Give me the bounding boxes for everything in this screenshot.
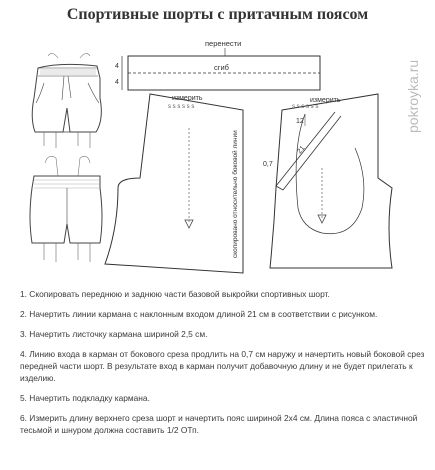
front-s-marks: s s s s s s bbox=[168, 104, 195, 110]
belt-dim-upper: 4 bbox=[115, 63, 119, 70]
step-item: 5. Начертить подкладку кармана. bbox=[20, 393, 150, 403]
back-dim-07: 0,7 bbox=[263, 161, 273, 168]
pattern-figure bbox=[0, 28, 435, 290]
step-item: 3. Начертить листочку кармана шириной 2,5 см. bbox=[20, 329, 208, 339]
belt-transfer-label: перенести bbox=[205, 39, 242, 48]
back-dim-12: 12 bbox=[296, 118, 304, 125]
front-measure-label: измерить bbox=[172, 95, 203, 102]
back-part-pattern bbox=[263, 94, 392, 268]
front-part-pattern bbox=[105, 94, 243, 273]
belt-fold-label: сгиб bbox=[214, 63, 229, 72]
watermark: pokroyka.ru bbox=[405, 59, 421, 133]
shorts-front-illustration bbox=[32, 53, 101, 148]
step-item: 4. Линию входа в карман от бокового среза продлить на 0,7 см наружу и начертить новый боковой срез передней части шорт. В результате вход в карман получит добавочную длину и не будет прилегать к изделию. bbox=[20, 349, 425, 383]
back-dim-21: 21 bbox=[296, 144, 307, 156]
step-item: 1. Скопировать переднюю и заднюю части базовой выкройки спортивных шорт. bbox=[20, 289, 330, 299]
shorts-back-illustration bbox=[30, 156, 102, 262]
front-side-seam-label: скопировано относительно боковой линии bbox=[232, 130, 239, 258]
step-item: 6. Измерить длину верхнего среза шорт и начертить пояс шириной 2х4 см. Длина пояса с эластичной тесьмой и шнуром должна составить 1/2 ОТп. bbox=[20, 413, 418, 435]
page-title: Спортивные шорты с притачным поясом bbox=[66, 6, 369, 23]
belt-dim-lower: 4 bbox=[115, 79, 119, 86]
step-item: 2. Начертить линии кармана с наклонным входом длиной 21 см в соответствии с рисунком. bbox=[20, 309, 378, 319]
back-measure-label: измерить bbox=[310, 97, 341, 104]
back-s-marks: s s s s s s bbox=[292, 104, 319, 110]
belt-pattern bbox=[115, 39, 320, 90]
instructions-list bbox=[20, 288, 425, 444]
